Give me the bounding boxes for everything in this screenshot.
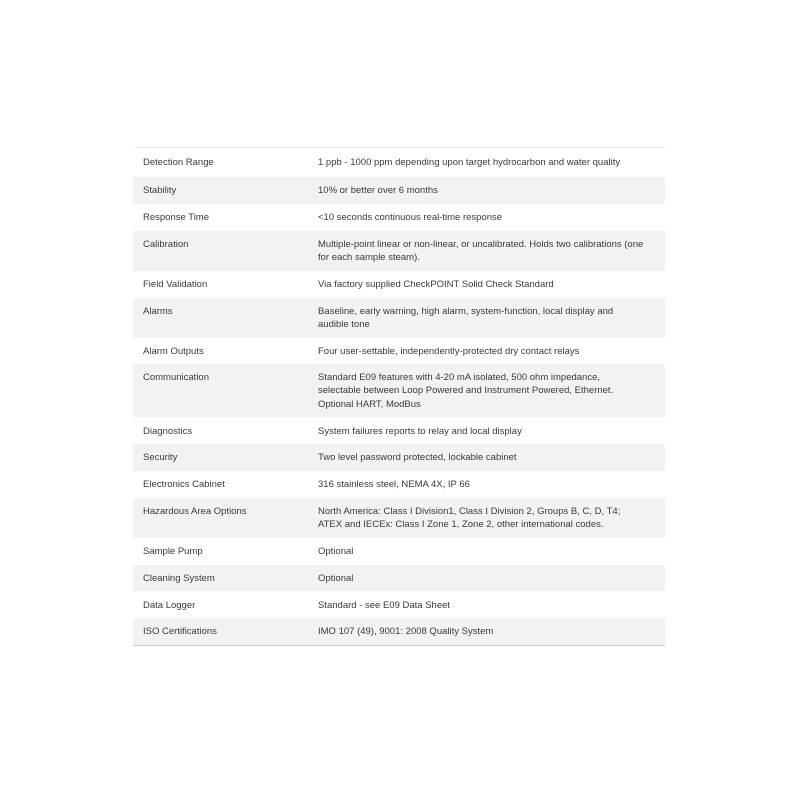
spec-value: 1 ppb - 1000 ppm depending upon target hydrocarbon and water quality (318, 157, 621, 168)
spec-table (133, 147, 665, 646)
spec-label: ISO Certifications (143, 626, 217, 637)
spec-row-security (133, 444, 665, 471)
spec-label: Sample Pump (143, 546, 203, 557)
spec-label: Detection Range (143, 157, 214, 168)
spec-value: North America: Class I Division1, Class I Division 2, Groups B, C, D, T4; ATEX and IECEx: Class I Zone 1, Zone 2, other international codes. (318, 506, 621, 531)
spec-row-communication (133, 364, 665, 417)
spec-row-alarms (133, 298, 665, 338)
spec-row-calibration (133, 231, 665, 271)
spec-value: Standard E09 features with 4-20 mA isolated, 500 ohm impedance, selectable between Loop Powered and Instrument Powered, Ethernet. Optional HART, ModBus (318, 372, 614, 410)
spec-label: Alarm Outputs (143, 346, 204, 357)
spec-row-field-validation (133, 271, 665, 298)
spec-label: Diagnostics (143, 426, 193, 437)
spec-row-diagnostics (133, 417, 665, 444)
spec-row-alarm-outputs (133, 338, 665, 364)
spec-value: Four user-settable, independently-protected dry contact relays (318, 346, 580, 357)
spec-value: 316 stainless steel, NEMA 4X, IP 66 (318, 479, 470, 490)
spec-label: Hazardous Area Options (143, 506, 247, 517)
spec-value: Optional (318, 573, 354, 584)
spec-label: Electronics Cabinet (143, 479, 225, 490)
spec-value: Optional (318, 546, 354, 557)
spec-row-detection-range (133, 148, 665, 177)
spec-value: System failures reports to relay and local display (318, 426, 522, 437)
spec-row-iso-certifications (133, 618, 665, 645)
spec-row-sample-pump (133, 538, 665, 565)
spec-value: Two level password protected, lockable cabinet (318, 452, 517, 463)
spec-label: Communication (143, 372, 209, 383)
spec-label: Response Time (143, 212, 210, 223)
spec-value: Multiple-point linear or non-linear, or uncalibrated. Holds two calibrations (one for each sample steam). (318, 239, 644, 264)
spec-row-stability (133, 177, 665, 204)
spec-label: Calibration (143, 239, 189, 250)
spec-row-cleaning-system (133, 565, 665, 591)
spec-value: Standard - see E09 Data Sheet (318, 600, 451, 611)
spec-row-data-logger (133, 591, 665, 618)
spec-label: Data Logger (143, 600, 196, 611)
spec-label: Cleaning System (143, 573, 215, 584)
spec-label: Security (143, 452, 178, 463)
spec-row-electronics-cabinet (133, 471, 665, 498)
spec-value: 10% or better over 6 months (318, 185, 438, 196)
spec-value: <10 seconds continuous real-time response (318, 212, 503, 223)
spec-row-hazardous-area-options (133, 498, 665, 538)
spec-value: IMO 107 (49), 9001: 2008 Quality System (318, 626, 494, 637)
spec-label: Stability (143, 185, 177, 196)
spec-label: Field Validation (143, 279, 208, 290)
spec-label: Alarms (143, 306, 173, 317)
spec-value: Baseline, early warning, high alarm, system-function, local display and audible tone (318, 306, 614, 331)
spec-row-response-time (133, 204, 665, 231)
spec-value: Via factory supplied CheckPOINT Solid Check Standard (318, 279, 554, 290)
